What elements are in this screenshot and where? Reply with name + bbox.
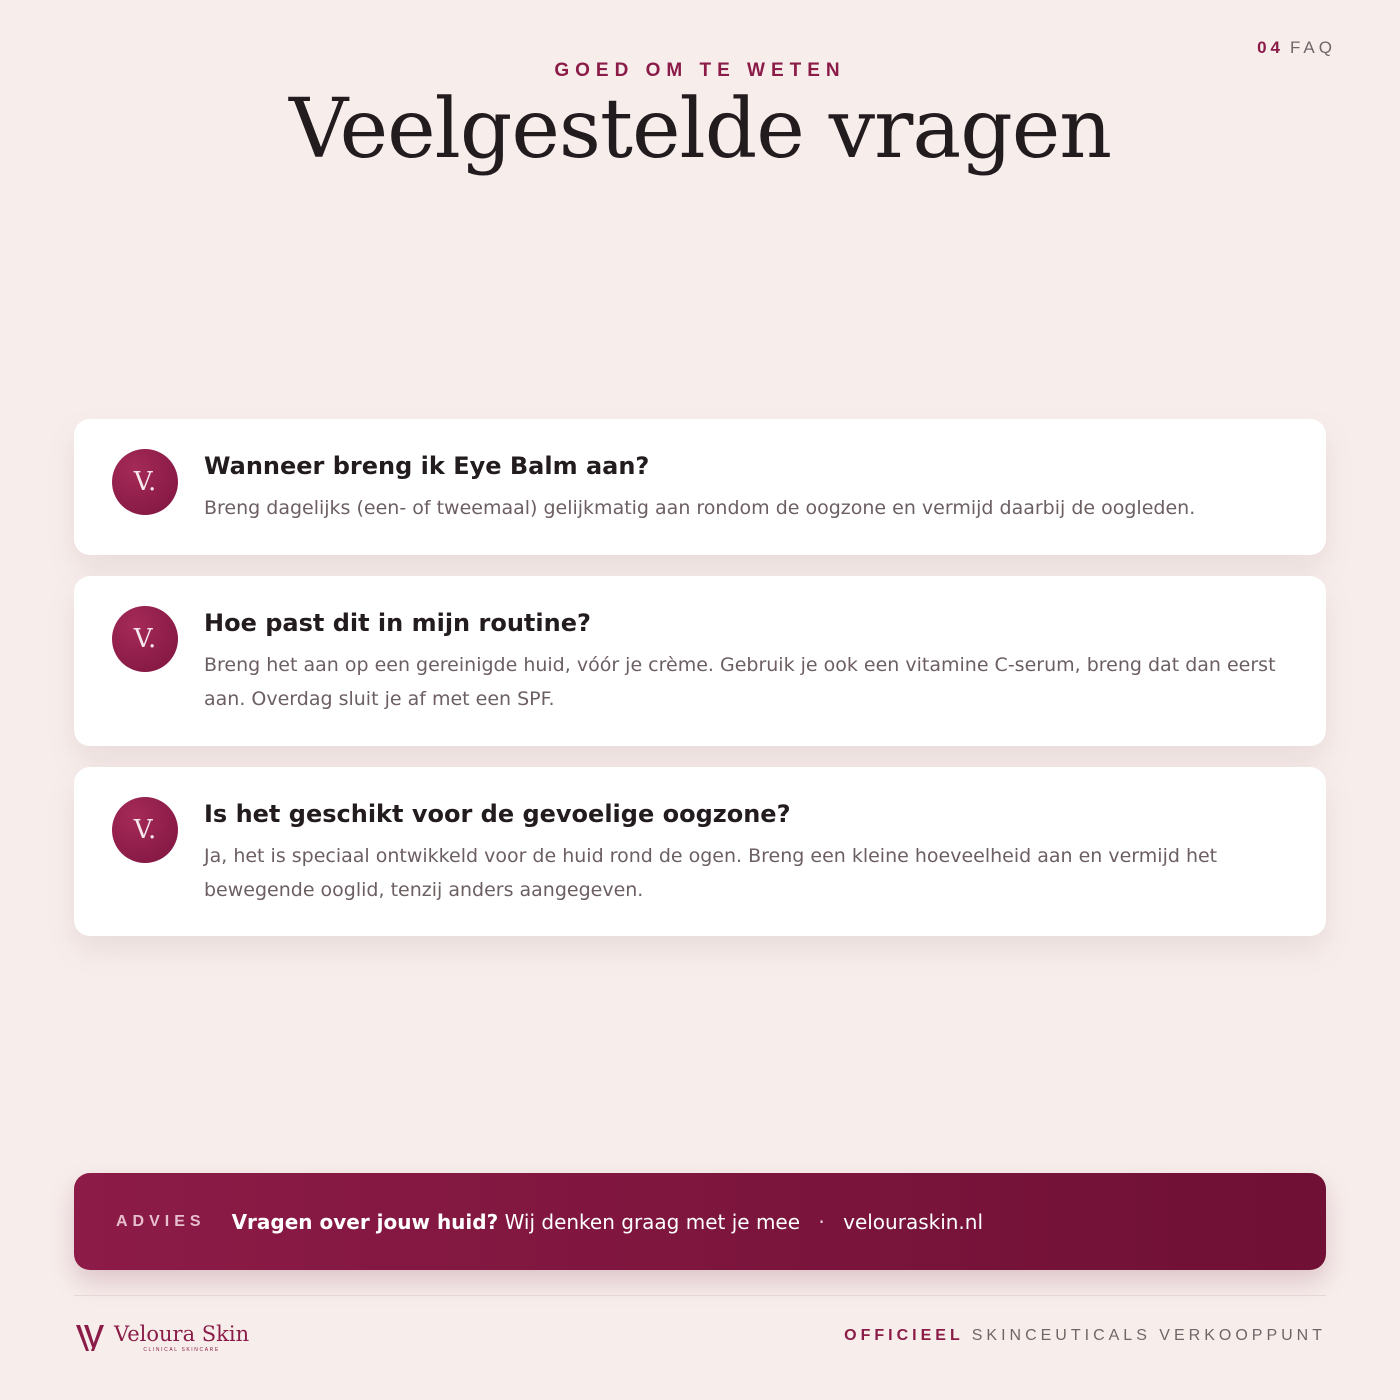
page-number: 04 bbox=[1257, 38, 1284, 57]
page-title: Veelgestelde vragen bbox=[288, 82, 1112, 177]
faq-card bbox=[74, 419, 1326, 555]
faq-question: Wanneer breng ik Eye Balm aan? bbox=[204, 452, 650, 480]
page-indicator bbox=[1257, 38, 1336, 58]
footer-divider bbox=[74, 1295, 1326, 1296]
faq-answer: Breng het aan op een gereinigde huid, vóór je crème. Gebruik je ook een vitamine C-serum, breng dat dan eerst aan. Overdag sluit je af met een SPF. bbox=[204, 654, 1276, 710]
faq-card bbox=[74, 767, 1326, 936]
eyebrow-label: GOED OM TE WETEN bbox=[554, 60, 846, 81]
banner-headline: Vragen over jouw huid? bbox=[231, 1209, 499, 1234]
page-section-label: FAQ bbox=[1289, 38, 1336, 57]
brand-name: Veloura Skin bbox=[114, 1322, 250, 1346]
official-retailer-label bbox=[844, 1327, 1326, 1345]
faq-badge-icon: V. bbox=[112, 606, 178, 672]
banner-message bbox=[232, 1210, 983, 1234]
advice-banner bbox=[74, 1173, 1326, 1270]
faq-answer: Ja, het is speciaal ontwikkeld voor de huid rond de ogen. Breng een kleine hoeveelheid aan en vermijd het bewegende ooglid, tenzij anders aangegeven. bbox=[204, 845, 1218, 901]
official-label: OFFICIEEL bbox=[844, 1327, 964, 1344]
faq-answer: Breng dagelijks (een- of tweemaal) gelijkmatig aan rondom de oogzone en vermijd daarbij de oogleden. bbox=[204, 497, 1196, 519]
faq-question: Hoe past dit in mijn routine? bbox=[204, 609, 591, 637]
banner-tag: ADVIES bbox=[116, 1212, 206, 1230]
banner-website-link[interactable]: velouraskin.nl bbox=[843, 1209, 984, 1234]
banner-separator: · bbox=[818, 1209, 825, 1234]
faq-badge-icon: V. bbox=[112, 797, 178, 863]
faq-card bbox=[74, 576, 1326, 746]
brand-tagline: CLINICAL SKINCARE bbox=[143, 1347, 220, 1353]
retailer-label: SKINCEUTICALS VERKOOPPUNT bbox=[971, 1327, 1326, 1344]
brand-logo[interactable] bbox=[74, 1318, 249, 1358]
brand-mark-icon bbox=[74, 1321, 106, 1355]
faq-badge-icon: V. bbox=[112, 449, 178, 515]
banner-text: Wij denken graag met je mee bbox=[504, 1209, 801, 1234]
faq-question: Is het geschikt voor de gevoelige oogzone? bbox=[204, 800, 791, 828]
